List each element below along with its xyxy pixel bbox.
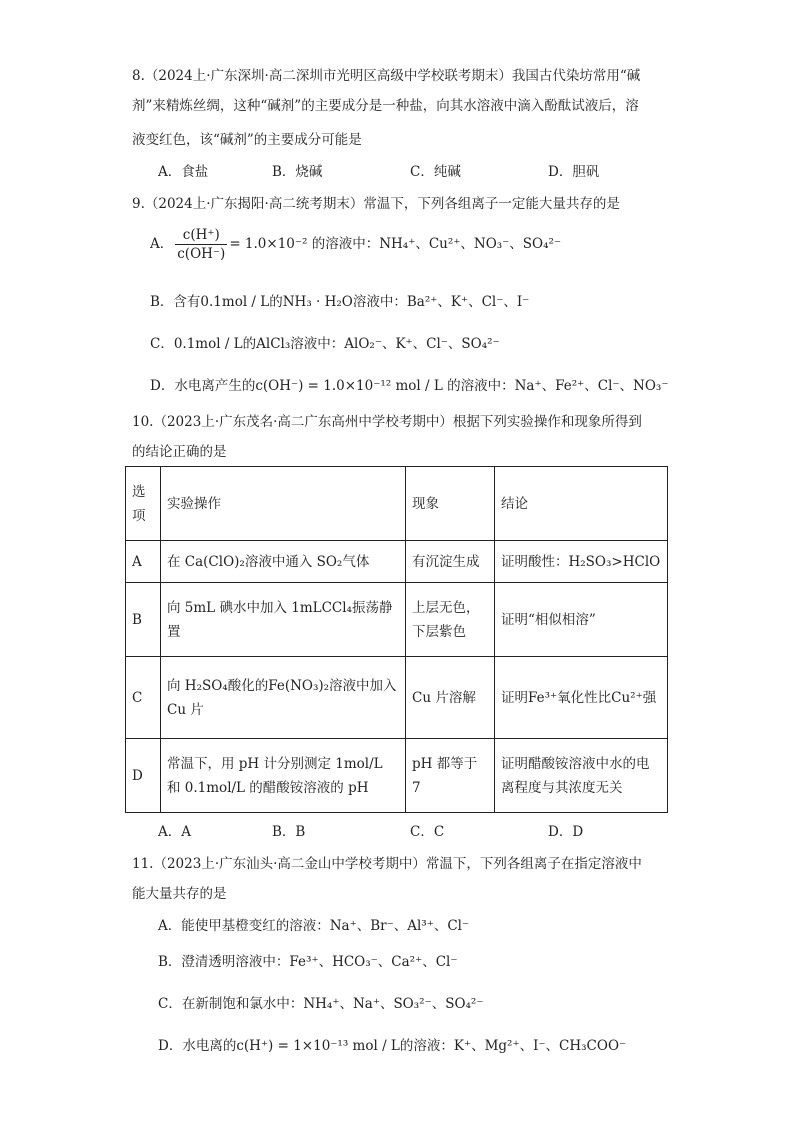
row-d-operation: 常温下，用 pH 计分别测定 1mol/L 和 0.1mol/L 的醋酸铵溶液的 pH [161, 739, 406, 813]
q8-option-b: B．烧碱 [272, 164, 323, 180]
row-d-phenomenon: pH 都等于 7 [406, 739, 495, 813]
q11-option-b: B．澄清透明溶液中：Fe³⁺、HCO₃⁻、Ca²⁺、Cl⁻ [158, 954, 458, 970]
q9-option-a-prefix: A． [150, 236, 174, 252]
row-d-option: D [126, 739, 161, 813]
row-d-conclusion: 证明醋酸铵溶液中水的电离程度与其浓度无关 [495, 739, 668, 813]
q10-option-d: D．D [548, 824, 584, 840]
header-operation: 实验操作 [161, 467, 406, 541]
q9-fraction-numerator: c(H⁺) [175, 226, 227, 245]
header-conclusion: 结论 [495, 467, 668, 541]
q8-option-d: D．胆矾 [548, 164, 600, 180]
q9-option-a-rest: = 1.0×10⁻² 的溶液中：NH₄⁺、Cu²⁺、NO₃⁻、SO₄²⁻ [229, 236, 562, 252]
q11-option-d: D．水电离的c(H⁺) = 1×10⁻¹³ mol / L的溶液：K⁺、Mg²⁺、I⁻、CH₃COO⁻ [158, 1038, 627, 1054]
table-row [126, 657, 668, 739]
row-c-conclusion: 证明Fe³⁺氧化性比Cu²⁺强 [495, 657, 668, 739]
q10-line2: 的结论正确的是 [132, 444, 227, 460]
q9-option-c: C．0.1mol / L的AlCl₃溶液中：AlO₂⁻、K⁺、Cl⁻、SO₄²⁻ [150, 336, 500, 352]
row-b-operation: 向 5mL 碘水中加入 1mLCCl₄振荡静置 [161, 583, 406, 657]
q8-line3: 液变红色，该“碱剂”的主要成分可能是 [132, 132, 362, 148]
row-c-operation: 向 H₂SO₄酸化的Fe(NO₃)₂溶液中加入 Cu 片 [161, 657, 406, 739]
row-a-conclusion: 证明酸性：H₂SO₃>HClO [495, 541, 668, 583]
row-b-phenomenon: 上层无色，下层紫色 [406, 583, 495, 657]
q11-option-c: C．在新制饱和氯水中：NH₄⁺、Na⁺、SO₃²⁻、SO₄²⁻ [158, 996, 484, 1012]
row-c-option: C [126, 657, 161, 739]
row-b-option: B [126, 583, 161, 657]
row-a-operation: 在 Ca(ClO)₂溶液中通入 SO₂气体 [161, 541, 406, 583]
table-row [126, 583, 668, 657]
q8-option-c: C．纯碱 [410, 164, 461, 180]
q8-line2: 剂”来精炼丝绸，这种“碱剂”的主要成分是一种盐，向其水溶液中滴入酚酞试液后，溶 [132, 98, 639, 114]
header-option: 选项 [126, 467, 161, 541]
table-row [126, 541, 668, 583]
q8-option-a: A．食盐 [158, 164, 209, 180]
q9-option-a-fraction [175, 226, 227, 263]
q11-line1: 11.（2023上·广东汕头·高二金山中学校考期中）常温下，下列各组离子在指定溶液中 [132, 856, 642, 872]
q10-line1: 10.（2023上·广东茂名·高二广东高州中学校考期中）根据下列实验操作和现象所得到 [132, 414, 642, 430]
q11-line2: 能大量共存的是 [132, 886, 227, 902]
q10-option-b: B．B [272, 824, 306, 840]
q9-option-d: D．水电离产生的c(OH⁻) = 1.0×10⁻¹² mol / L 的溶液中：Na⁺、Fe²⁺、Cl⁻、NO₃⁻ [150, 378, 669, 394]
row-c-phenomenon: Cu 片溶解 [406, 657, 495, 739]
row-a-option: A [126, 541, 161, 583]
row-a-phenomenon: 有沉淀生成 [406, 541, 495, 583]
experiment-table [125, 466, 668, 813]
q10-option-c: C．C [410, 824, 445, 840]
q9-option-b: B．含有0.1mol / L的NH₃ · H₂O溶液中：Ba²⁺、K⁺、Cl⁻、I⁻ [150, 294, 530, 310]
row-b-conclusion: 证明“相似相溶” [495, 583, 668, 657]
table-header-row [126, 467, 668, 541]
header-phenomenon: 现象 [406, 467, 495, 541]
q11-option-a: A．能使甲基橙变红的溶液：Na⁺、Br⁻、Al³⁺、Cl⁻ [158, 918, 470, 934]
q8-line1: 8.（2024上·广东深圳·高二深圳市光明区高级中学校联考期末）我国古代染坊常用“碱 [132, 68, 641, 84]
table-row [126, 739, 668, 813]
q9-option-a [150, 226, 561, 263]
q10-option-a: A．A [158, 824, 191, 840]
q9-fraction-denominator: c(OH⁻) [177, 246, 226, 262]
q9-stem: 9.（2024上·广东揭阳·高二统考期末）常温下，下列各组离子一定能大量共存的是 [132, 196, 620, 212]
